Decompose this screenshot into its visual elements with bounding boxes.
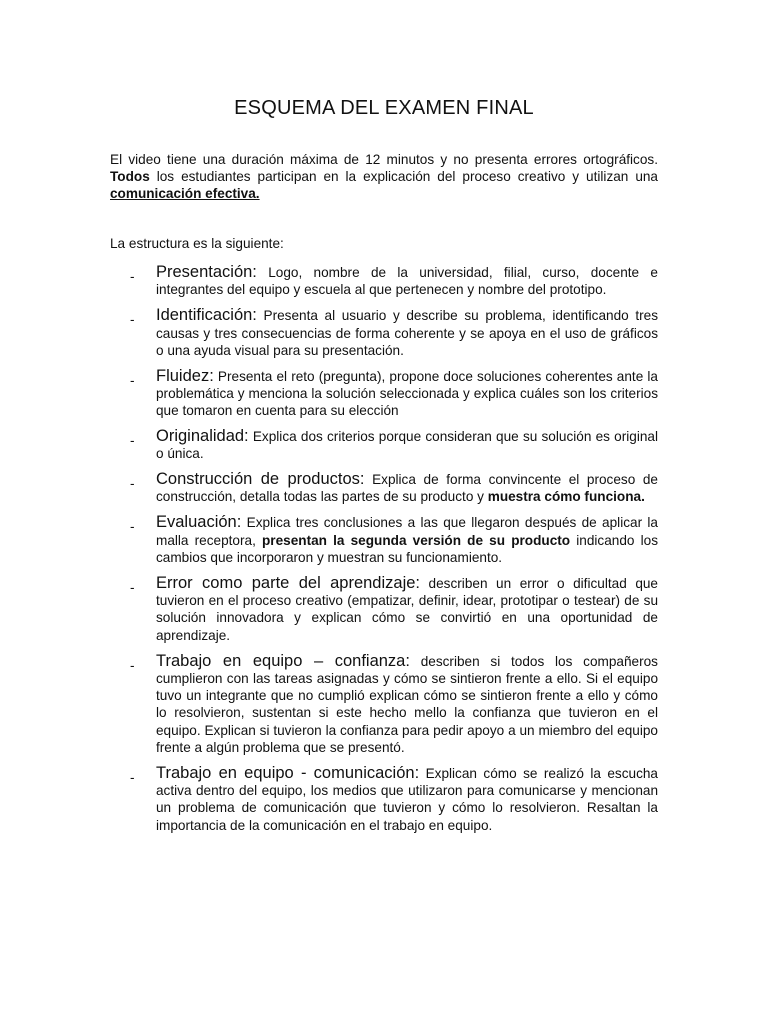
item-heading: Presentación: <box>156 263 257 281</box>
list-dash: - <box>130 580 135 596</box>
item-heading: Fluidez: <box>156 367 214 386</box>
item-text: Presenta al usuario y describe su problema, identificando tres causas y tres consecuencias de forma coherente y se apoya en el uso de gráficos o una ayuda visual para su presentación. <box>156 308 658 358</box>
item-heading: Error como parte del aprendizaje: <box>156 574 420 593</box>
list-item <box>110 575 658 644</box>
list-dash: - <box>130 312 135 328</box>
list-dash: - <box>130 269 135 284</box>
item-text-2: indicando los cambios que incorporaron y muestran su funcionamiento. <box>156 532 658 565</box>
item-text: describen si todos los compañeros cumplieron con las tareas asignadas y cómo se sintieron frente a ello. Si el equipo tuvo un integrante que no cumplió explican cómo se sintieron frente a ello y cómo lo resolvieron, sustentan si este hecho mello la confianza que tuvieron en el equipo. Explican si tuvieron la confianza para pedir apoyo a un miembro del equipo frente a algún problema que se presentó. <box>156 653 658 755</box>
list-item <box>110 428 658 462</box>
intro-paragraph <box>110 151 658 203</box>
structure-lead: La estructura es la siguiente: <box>110 236 284 251</box>
list-dash: - <box>130 432 135 448</box>
intro-todos-bold: Todos <box>110 169 150 185</box>
intro-sentence-2: los estudiantes participan en la explicación del proceso creativo y utilizan una <box>149 169 658 185</box>
item-bold-text: presentan la segunda versión de su producto <box>262 532 571 548</box>
list-dash: - <box>130 373 135 389</box>
list-item <box>110 653 658 756</box>
item-heading: Trabajo en equipo – confianza: <box>156 651 410 670</box>
item-heading: Construcción de productos: <box>156 470 365 489</box>
item-text: Logo, nombre de la universidad, filial, curso, docente e integrantes del equipo y escuela al que pertenecen y nombre del prototipo. <box>156 265 658 298</box>
list-item <box>110 307 658 359</box>
item-heading: Trabajo en equipo - comunicación: <box>156 764 420 783</box>
structure-list <box>110 264 658 834</box>
list-dash: - <box>130 657 135 673</box>
list-item <box>110 765 658 834</box>
item-heading: Identificación: <box>156 306 257 325</box>
item-text: Explica dos criterios porque consideran que su solución es original o única. <box>156 428 658 461</box>
item-text: describen un error o dificultad que tuvieron en el proceso creativo (empatizar, definir, idear, prototipar o testear) de su solución innovadora y explican cómo se convirtió en una oportunidad de aprendizaje. <box>156 576 658 643</box>
list-item <box>110 368 658 420</box>
item-heading: Originalidad: <box>156 426 249 445</box>
intro-sentence-1: El video tiene una duración máxima de 12 minutos y no presenta errores ortográficos. <box>110 152 658 167</box>
list-dash: - <box>130 519 135 535</box>
list-dash: - <box>130 476 135 492</box>
item-bold-text: muestra cómo funciona. <box>487 489 645 505</box>
document-title: ESQUEMA DEL EXAMEN FINAL <box>234 97 534 119</box>
list-dash: - <box>130 770 135 786</box>
list-item <box>110 471 658 505</box>
list-item <box>110 264 658 298</box>
list-item <box>110 514 658 566</box>
item-text: Explica de forma convincente el proceso de construcción, detalla todas las partes de su producto y <box>156 472 658 505</box>
intro-underlined-bold <box>110 186 260 201</box>
item-heading: Evaluación: <box>156 513 242 532</box>
intro-underlined-text: comunicación efectiva. <box>110 186 260 202</box>
item-text: Explica tres conclusiones a las que llegaron después de aplicar la malla receptora, <box>156 515 658 548</box>
item-text: Explican cómo se realizó la escucha activa dentro del equipo, los medios que utilizaron para comunicarse y mencionan un problema de comunicación que tuvieron y cómo lo resolvieron. Resaltan la importancia de la comunicación en el trabajo en equipo. <box>156 766 658 833</box>
item-text: Presenta el reto (pregunta), propone doce soluciones coherentes ante la problemática y menciona la solución seleccionada y explica cuáles son los criterios que tomaron en cuenta para su elección <box>156 369 658 419</box>
